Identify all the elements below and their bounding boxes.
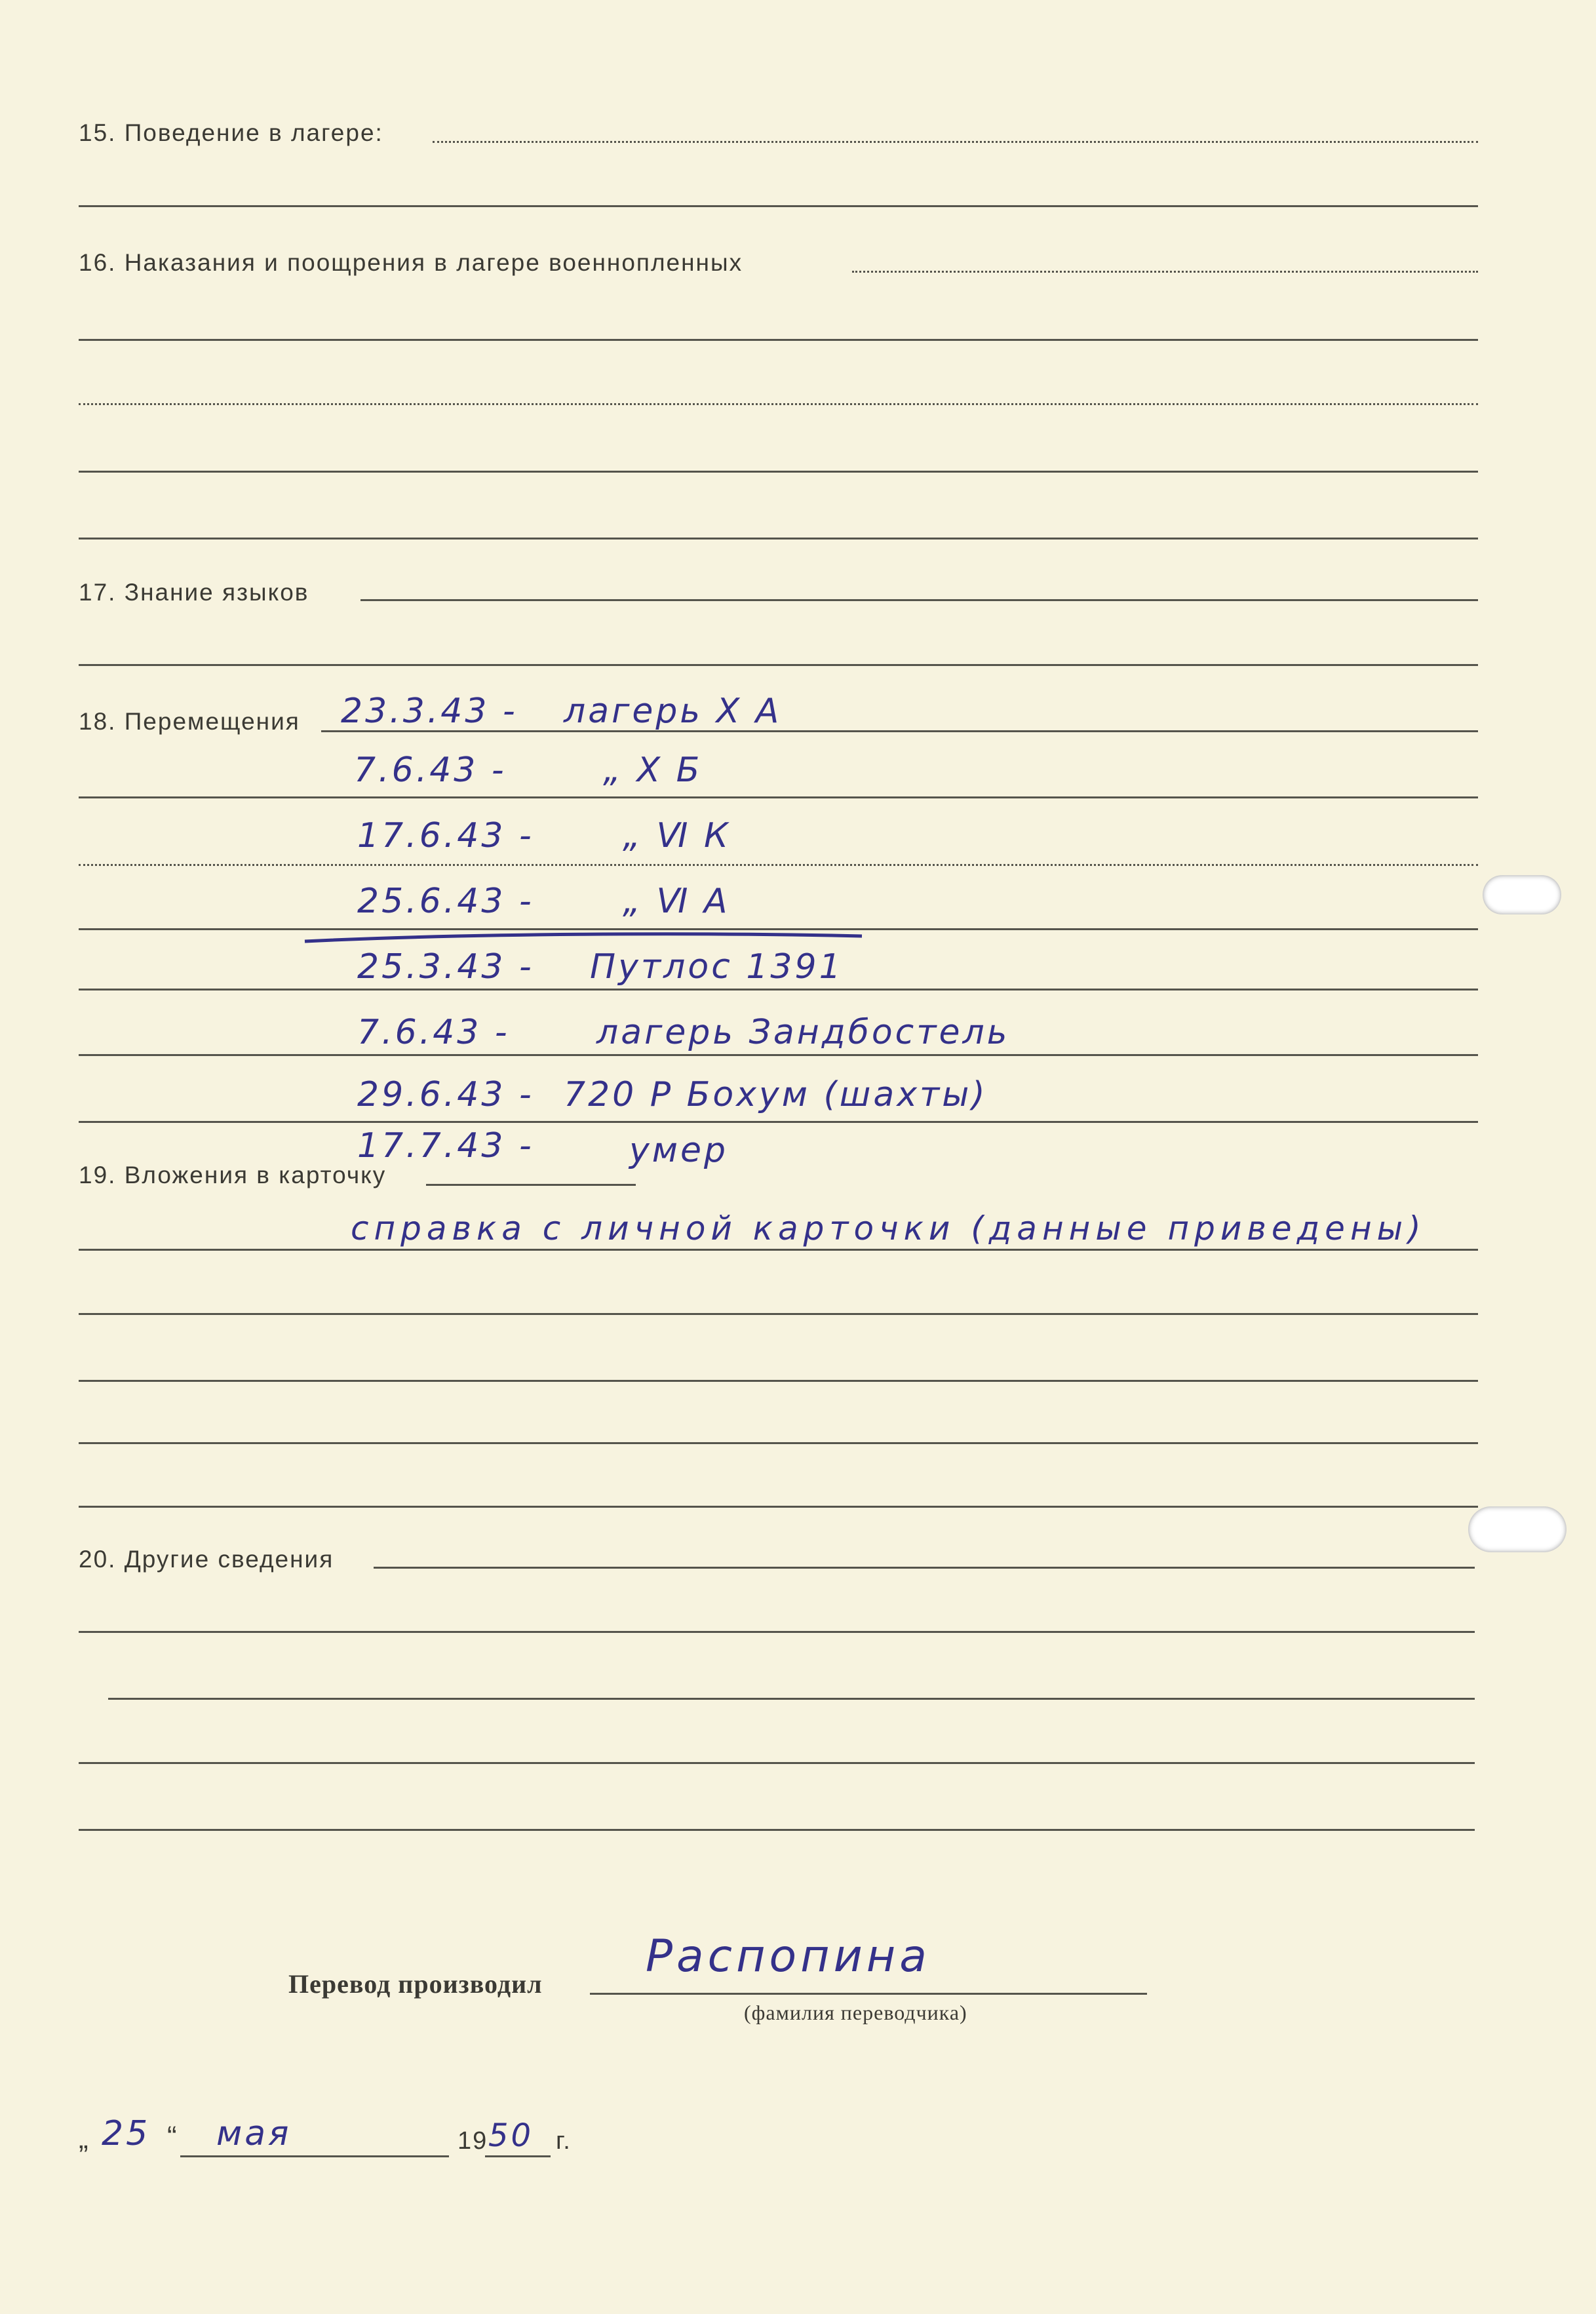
date-year-line xyxy=(485,2155,551,2157)
blank-line xyxy=(79,1054,1478,1056)
movement-place: „ Ⅵ К xyxy=(623,816,731,855)
date-day: 25 xyxy=(102,2114,151,2153)
field-15-line xyxy=(433,141,1478,143)
movement-date: 25.6.43 - xyxy=(357,882,534,921)
blank-line xyxy=(79,796,1478,798)
attachments-handwriting: справка с личной карточки (данные приведены) xyxy=(351,1209,1426,1247)
movement-date: 17.6.43 - xyxy=(357,816,534,855)
field-18-label: 18. Перемещения xyxy=(79,708,300,735)
blank-line xyxy=(79,864,1478,866)
field-15-label: 15. Поведение в лагере: xyxy=(79,119,383,146)
date-month-line xyxy=(180,2155,449,2157)
blank-line xyxy=(79,205,1478,207)
blank-line xyxy=(79,989,1478,990)
field-19-line xyxy=(426,1184,636,1186)
date-close-quote: “ xyxy=(167,2121,178,2153)
handwritten-separator xyxy=(302,923,865,949)
field-17-line xyxy=(360,599,1478,601)
movement-date: 25.3.43 - xyxy=(357,947,534,987)
field-20-line xyxy=(374,1567,1475,1569)
movement-place: лагерь Ⅹ А xyxy=(564,692,782,731)
translator-signature: Распопина xyxy=(646,1931,931,1982)
field-19-label: 19. Вложения в карточку xyxy=(79,1162,387,1188)
field-20-label: 20. Другие сведения xyxy=(79,1546,334,1573)
field-17-label: 17. Знание языков xyxy=(79,579,309,606)
movement-date: 7.6.43 - xyxy=(354,751,507,790)
date-open-quote: „ xyxy=(79,2123,90,2155)
punch-hole-tear xyxy=(1483,875,1561,914)
translator-line xyxy=(590,1993,1147,1995)
blank-line xyxy=(79,1442,1478,1444)
blank-line xyxy=(79,1631,1475,1633)
blank-line xyxy=(79,471,1478,473)
blank-line xyxy=(79,664,1478,666)
movement-place: „ Ⅹ Б xyxy=(603,751,703,790)
field-16-line xyxy=(852,271,1478,273)
movement-place: 720 Р Бохум (шахты) xyxy=(564,1075,988,1114)
blank-line xyxy=(79,1313,1478,1315)
blank-line xyxy=(79,1829,1475,1831)
blank-line xyxy=(79,1506,1478,1508)
punch-hole-tear xyxy=(1468,1506,1567,1552)
blank-line xyxy=(79,1762,1475,1764)
blank-line xyxy=(79,1249,1478,1251)
blank-line xyxy=(79,339,1478,341)
movement-place: Путлос 1391 xyxy=(590,947,844,987)
blank-line xyxy=(79,1121,1478,1123)
blank-line xyxy=(79,403,1478,405)
movement-date: 17.7.43 - xyxy=(357,1126,534,1166)
field-16-label: 16. Наказания и поощрения в лагере военнопленных xyxy=(79,249,743,276)
date-year-suffix: 50 xyxy=(488,2117,534,2154)
date-month: мая xyxy=(216,2114,292,2153)
translator-caption: (фамилия переводчика) xyxy=(744,2001,967,2024)
blank-line xyxy=(79,1380,1478,1382)
date-year-mark: г. xyxy=(556,2127,572,2155)
movement-date: 23.3.43 - xyxy=(341,692,518,731)
movement-date: 7.6.43 - xyxy=(357,1013,510,1052)
blank-line xyxy=(108,1698,1475,1700)
blank-line xyxy=(79,538,1478,539)
movement-date: 29.6.43 - xyxy=(357,1075,534,1114)
translator-label: Перевод производил xyxy=(288,1969,543,1999)
movement-place: „ Ⅵ А xyxy=(623,882,730,921)
movement-place: умер xyxy=(629,1131,729,1170)
movement-place: лагерь Зандбостель xyxy=(596,1013,1010,1052)
date-year-prefix: 19 xyxy=(457,2127,488,2155)
